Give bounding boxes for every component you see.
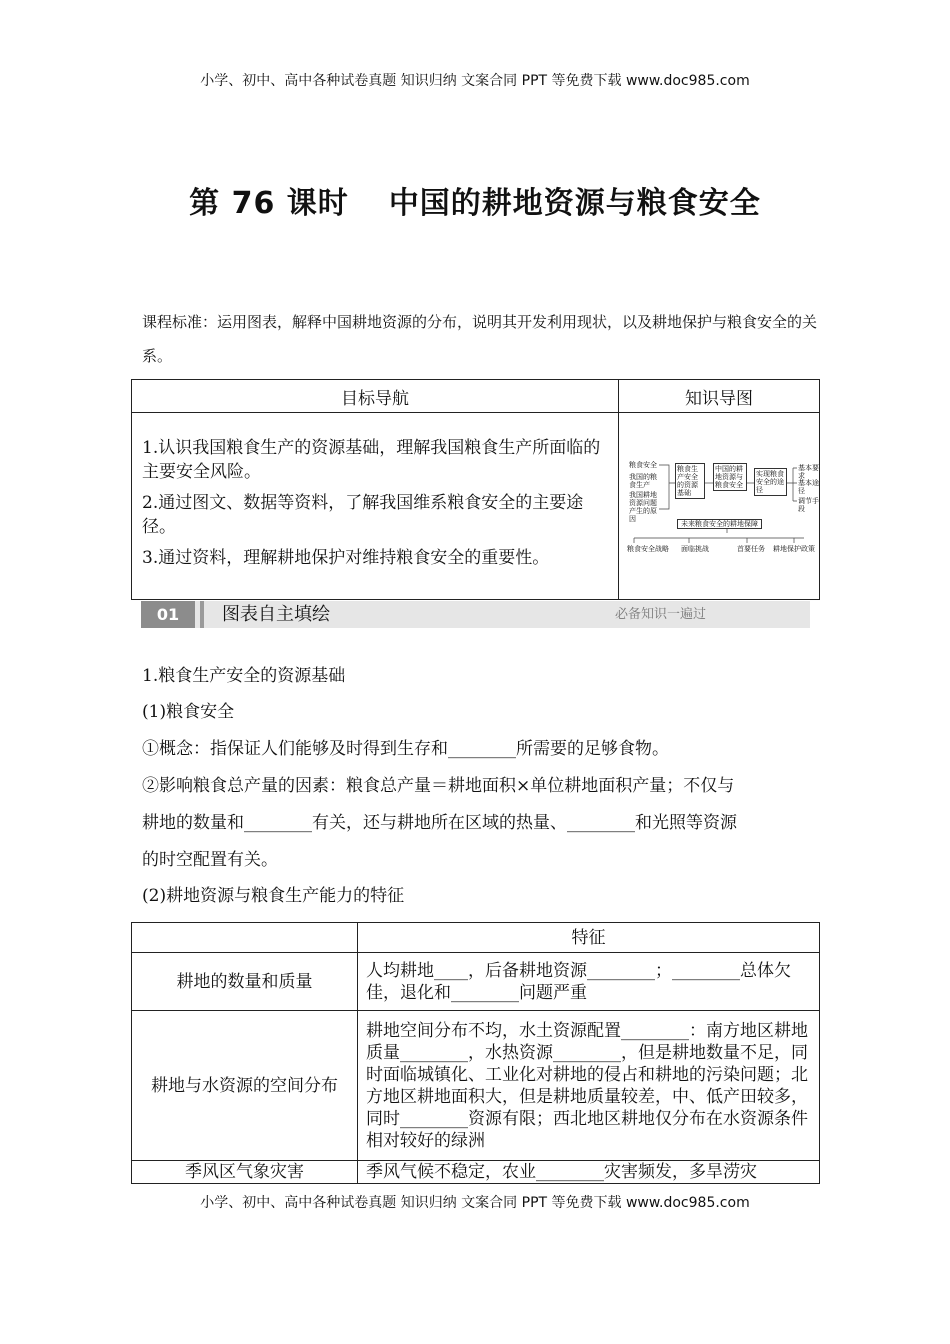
goal-item: 1.认识我国粮食生产的资源基础，理解我国粮食生产所面临的主要安全风险。 <box>142 437 601 482</box>
banner-subtitle: 必备知识一遍过 <box>615 607 707 622</box>
goals-header: 目标导航 <box>132 380 619 413</box>
row-label: 耕地的数量和质量 <box>132 953 358 1011</box>
subsection-heading: (1)粮食安全 <box>142 702 235 722</box>
table-header-empty <box>132 923 358 953</box>
banner-number: 01 <box>141 601 195 628</box>
page-footer: 小学、初中、高中各种试卷真题 知识归纳 文案合同 PPT 等免费下载 www.doc985.com <box>200 1195 750 1211</box>
goal-item: 2.通过图文、数据等资料，了解我国维系粮食安全的主要途径。 <box>142 492 584 537</box>
mindmap-box: 实现粮食安全的途径 <box>754 468 787 496</box>
mindmap-bottom-item: 面临挑战 <box>681 545 709 553</box>
row-text: 季风气候不稳定，农业________灾害频发，多旱涝灾 <box>358 1161 820 1184</box>
mindmap-bottom-item: 粮食安全战略 <box>627 545 669 553</box>
course-standard: 课程标准：运用图表，解释中国耕地资源的分布，说明其开发利用现状，以及耕地保护与粮食安全的关系。 <box>142 313 818 365</box>
banner-divider <box>200 601 204 628</box>
mindmap-header: 知识导图 <box>619 380 820 413</box>
table-header: 特征 <box>358 923 820 953</box>
mindmap-box: 中国的耕地资源与粮食安全 <box>713 463 747 491</box>
mindmap-left-item: 我国的粮食生产 <box>629 473 657 489</box>
table-row <box>132 953 820 1011</box>
section-heading: 1.粮食生产安全的资源基础 <box>142 666 346 686</box>
lesson-number: 第 76 课时 <box>189 186 349 221</box>
mindmap-right-item: 基本途径 <box>798 479 819 495</box>
mindmap-cell <box>619 413 820 600</box>
mindmap-bottom-box: 未来粮食安全的耕地保障 <box>677 519 762 529</box>
row-label: 季风区气象灾害 <box>132 1161 358 1184</box>
row-label: 耕地与水资源的空间分布 <box>132 1011 358 1161</box>
paragraph: ②影响粮食总产量的因素：粮食总产量＝耕地面积×单位耕地面积产量；不仅与 <box>142 776 735 796</box>
table-row <box>132 1011 820 1161</box>
knowledge-mindmap <box>619 413 819 599</box>
section-banner <box>141 601 810 628</box>
overview-table <box>131 379 820 600</box>
mindmap-right-item: 调节手段 <box>798 497 819 513</box>
mindmap-left-item: 我国耕地资源问题产生的原因 <box>629 491 657 523</box>
table-row <box>132 1161 820 1184</box>
mindmap-box: 粮食生产安全的资源基础 <box>675 463 705 499</box>
paragraph: 耕地的数量和________有关，还与耕地所在区域的热量、________和光照等资源 <box>142 813 737 833</box>
paragraph: 的时空配置有关。 <box>142 850 278 870</box>
mindmap-bottom-item: 耕地保护政策 <box>773 545 815 553</box>
page-header: 小学、初中、高中各种试卷真题 知识归纳 文案合同 PPT 等免费下载 www.doc985.com <box>200 73 750 89</box>
mindmap-right-item: 基本要求 <box>798 464 819 480</box>
mindmap-bottom-item: 首要任务 <box>737 545 765 553</box>
mindmap-left-item: 粮食安全 <box>629 461 657 469</box>
lesson-topic: 中国的耕地资源与粮食安全 <box>388 186 761 221</box>
goal-item: 3.通过资料，理解耕地保护对维持粮食安全的重要性。 <box>142 547 550 568</box>
paragraph: ①概念：指保证人们能够及时得到生存和________所需要的足够食物。 <box>142 739 669 759</box>
page-title <box>0 178 950 222</box>
row-text: 人均耕地____，后备耕地资源________；________总体欠佳，退化和________问题严重 <box>358 953 820 1011</box>
row-text: 耕地空间分布不均，水土资源配置________：南方地区耕地质量________，水热资源________，但是耕地数量不足，同时面临城镇化、工业化对耕地的侵占和耕地的污染问题；北方地区耕地面积大，但是耕地质量较差，中、低产田较多，同时________资源有限；西北地区耕地仅分布在水资源条件相对较好的绿洲 <box>358 1011 820 1161</box>
subsection-heading: (2)耕地资源与粮食生产能力的特征 <box>142 886 405 906</box>
banner-title: 图表自主填绘 <box>222 604 330 625</box>
feature-table <box>131 922 820 1184</box>
goals-cell <box>132 413 619 600</box>
